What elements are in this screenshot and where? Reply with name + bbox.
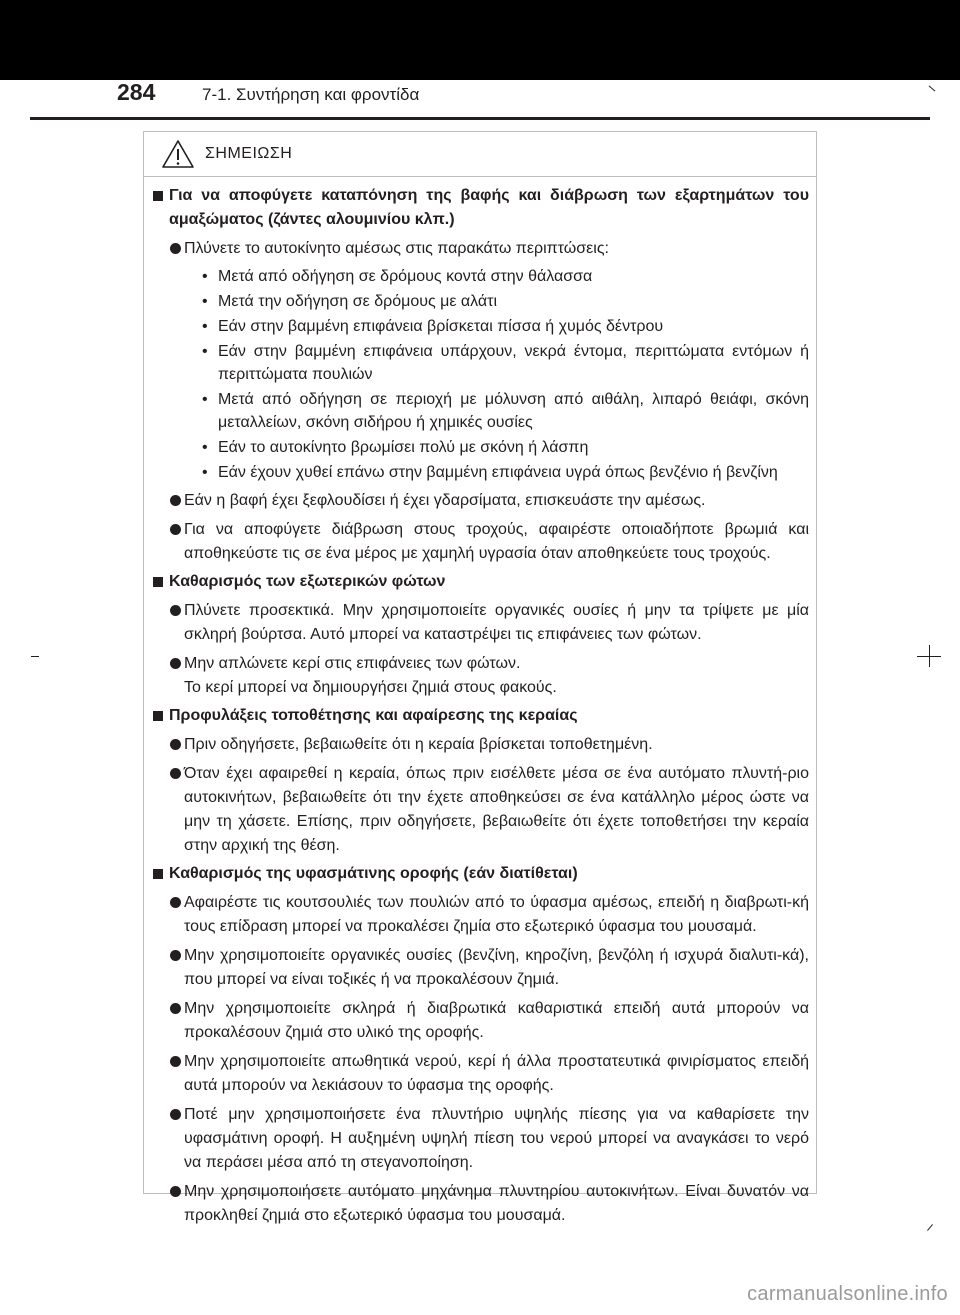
round-bullet-icon <box>170 1003 181 1014</box>
sub-item <box>199 290 809 313</box>
sub-item-text: Εάν στην βαμμένη επιφάνεια υπάρχουν, νεκρά έντομα, περιττώματα εντόμων ή περιττώματα πουλιών <box>218 343 809 383</box>
item-text: Μην χρησιμοποιείτε απωθητικά νερού, κερί ή άλλα προστατευτικά φινιρίσματος επειδή αυτά μπορούν να λεκιάσουν το ύφασμα της οροφής. <box>184 1053 809 1094</box>
sub-item-text: Μετά την οδήγηση σε δρόμους με αλάτι <box>218 293 498 310</box>
sub-item-text: Μετά από οδήγηση σε περιοχή με μόλυνση από αιθάλη, λιπαρό θειάφι, σκόνη μεταλλείων, σκόνη σιδήρου ή χημικές ουσίες <box>218 391 809 431</box>
dot-bullet: • <box>202 391 208 408</box>
notice-divider <box>144 176 816 177</box>
round-bullet-icon <box>170 768 181 779</box>
list-item <box>169 652 809 700</box>
crop-mark-bottom-right <box>927 1224 933 1231</box>
sub-item-text: Μετά από οδήγηση σε δρόμους κοντά στην θάλασσα <box>218 268 593 285</box>
list-item <box>169 733 809 757</box>
item-text: Μην χρησιμοποιείτε οργανικές ουσίες (βενζίνη, κηροζίνη, βενζόλη ή ισχυρά διαλυτι-κά), που μπορεί να είναι τοξικές ή να προκαλέσουν ζημιά. <box>184 947 809 988</box>
list-item <box>169 1050 809 1098</box>
list-item <box>169 762 809 858</box>
list-item <box>169 489 809 513</box>
item-text: Πλύνετε προσεκτικά. Μην χρησιμοποιείτε οργανικές ουσίες ή μην τα τρίψετε με μία σκληρή βούρτσα. Αυτό μπορεί να καταστρέψει τις επιφάνειες των φώτων. <box>184 602 809 643</box>
section-fabric-roof <box>144 862 816 1228</box>
dot-bullet: • <box>202 439 208 456</box>
item-text: Μην χρησιμοποιήσετε αυτόματο μηχάνημα πλυντηρίου αυτοκινήτων. Είναι δυνατόν να προκληθεί ζημιά στο εξωτερικό ύφασμα του μουσαμά. <box>184 1183 809 1224</box>
crop-mark-left <box>31 656 39 657</box>
round-bullet-icon <box>170 739 181 750</box>
list-item <box>169 1103 809 1175</box>
round-bullet-icon <box>170 243 181 254</box>
item-text: Μην χρησιμοποιείτε σκληρά ή διαβρωτικά καθαριστικά επειδή αυτά μπορούν να προκαλέσουν ζημιά στο υλικό της οροφής. <box>184 1000 809 1041</box>
list-item <box>169 944 809 992</box>
watermark: carmanualsonline.info <box>747 1283 948 1305</box>
item-text: Όταν έχει αφαιρεθεί η κεραία, όπως πριν εισέλθετε μέσα σε ένα αυτόματο πλυντή-ριο αυτοκινήτων, βεβαιωθείτε ότι την έχετε αποθηκεύσει σε ένα κατάλληλο μέρος ώστε να μην τη χάσετε. Επίσης, πριν οδηγήσετε, βεβαιωθείτε ότι έχετε τοποθετήσει την κεραία στην αρχική της θέση. <box>184 765 809 854</box>
round-bullet-icon <box>170 1109 181 1120</box>
notice-title: ΣΗΜΕΙΩΣΗ <box>205 145 293 162</box>
crop-mark-right-v <box>929 645 930 667</box>
round-bullet-icon <box>170 1186 181 1197</box>
dot-bullet: • <box>202 343 208 360</box>
sub-item-text: Εάν στην βαμμένη επιφάνεια βρίσκεται πίσσα ή χυμός δέντρου <box>218 318 664 335</box>
sub-item <box>199 265 809 288</box>
sub-item-text: Εάν το αυτοκίνητο βρωμίσει πολύ με σκόνη ή λάσπη <box>218 439 589 456</box>
dot-bullet: • <box>202 293 208 310</box>
list-item <box>169 1180 809 1228</box>
sub-item <box>199 340 809 386</box>
round-bullet-icon <box>170 897 181 908</box>
dot-bullet: • <box>202 268 208 285</box>
item-text: Για να αποφύγετε διάβρωση στους τροχούς, αφαιρέστε οποιαδήποτε βρωμιά και αποθηκεύστε τις σε ένα μέρος με χαμηλή υγρασία όταν αποθηκεύετε τους τροχούς. <box>184 521 809 562</box>
item-text: Μην απλώνετε κερί στις επιφάνειες των φώτων. <box>184 655 521 672</box>
sub-item <box>199 315 809 338</box>
list-item <box>169 599 809 647</box>
round-bullet-icon <box>170 524 181 535</box>
item-text: Αφαιρέστε τις κουτσουλιές των πουλιών από το ύφασμα αμέσως, επειδή η διαβρωτι-κή τους επίδραση μπορεί να προκαλέσει ζημία στο εξωτερικό ύφασμα του μουσαμά. <box>184 894 809 935</box>
list-item <box>169 891 809 939</box>
section-paint-corrosion <box>144 184 816 566</box>
round-bullet-icon <box>170 495 181 506</box>
list-item <box>169 997 809 1045</box>
square-bullet-icon <box>153 577 163 587</box>
header-rule <box>30 117 930 120</box>
section-title: Για να αποφύγετε καταπόνηση της βαφής και διάβρωση των εξαρτημάτων του αμαξώματος (ζάντες αλουμινίου κλπ.) <box>169 187 809 228</box>
round-bullet-icon <box>170 605 181 616</box>
sub-item-text: Εάν έχουν χυθεί επάνω στην βαμμένη επιφάνεια υγρά όπως βενζένιο ή βενζίνη <box>218 464 778 481</box>
section-antenna <box>144 704 816 858</box>
square-bullet-icon <box>153 711 163 721</box>
round-bullet-icon <box>170 658 181 669</box>
notice-box <box>143 131 817 1224</box>
dot-bullet: • <box>202 464 208 481</box>
section-title: Προφυλάξεις τοποθέτησης και αφαίρεσης της κεραίας <box>169 707 578 724</box>
notice-header <box>161 138 292 170</box>
list-item <box>169 518 809 566</box>
crop-mark-top-right <box>929 86 936 92</box>
item-text: Πλύνετε το αυτοκίνητο αμέσως στις παρακάτω περιπτώσεις: <box>184 240 609 257</box>
square-bullet-icon <box>153 191 163 201</box>
square-bullet-icon <box>153 869 163 879</box>
item-text: Ποτέ μην χρησιμοποιήσετε ένα πλυντήριο υψηλής πίεσης για να καθαρίσετε την υφασμάτινη οροφή. Η αυξημένη υψηλή πίεση του νερού μπορεί να αναγκάσει το νερό να περάσει μέσα από τη στεγανοποίηση. <box>184 1106 809 1171</box>
item-text-continued: Το κερί μπορεί να δημιουργήσει ζημιά στους φακούς. <box>184 679 557 696</box>
sub-item <box>199 461 809 484</box>
sub-item <box>199 388 809 434</box>
top-black-band <box>0 0 960 80</box>
round-bullet-icon <box>170 1056 181 1067</box>
section-title: Καθαρισμός της υφασμάτινης οροφής (εάν διατίθεται) <box>169 865 578 882</box>
section-title: Καθαρισμός των εξωτερικών φώτων <box>169 573 446 590</box>
list-item <box>169 237 809 484</box>
sub-item <box>199 436 809 459</box>
dot-bullet: • <box>202 318 208 335</box>
round-bullet-icon <box>170 950 181 961</box>
item-text: Πριν οδηγήσετε, βεβαιωθείτε ότι η κεραία βρίσκεται τοποθετημένη. <box>184 736 653 753</box>
page-number: 284 <box>117 79 156 105</box>
item-text: Εάν η βαφή έχει ξεφλουδίσει ή έχει γδαρσίματα, επισκευάστε την αμέσως. <box>184 492 706 509</box>
chapter-title: 7-1. Συντήρηση και φροντίδα <box>202 85 420 104</box>
section-exterior-lights <box>144 570 816 700</box>
notice-content <box>144 180 816 1228</box>
sub-list <box>184 265 809 484</box>
warning-triangle-icon <box>161 139 195 169</box>
